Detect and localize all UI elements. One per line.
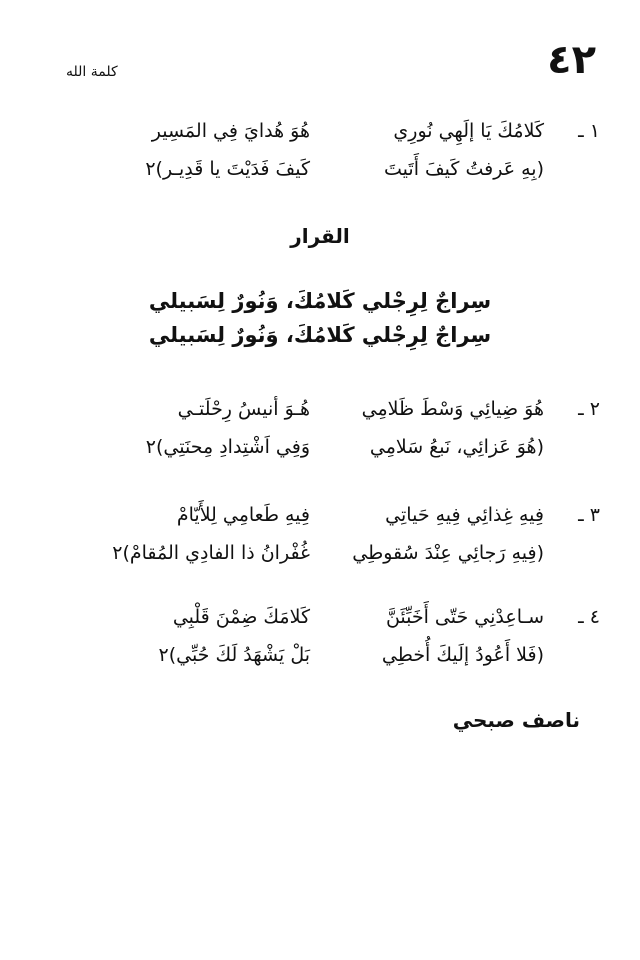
stanza-3 — [60, 496, 600, 572]
verse-first-half: (فِيهِ رَجائِي عِنْدَ سُقوطِي — [352, 542, 544, 564]
verse-first-half: فِيهِ غِذائِي فِيهِ حَياتِي — [385, 504, 544, 526]
stanza-4 — [60, 598, 600, 674]
verse-line — [60, 390, 600, 428]
verse-line — [60, 428, 600, 466]
author-name: ناصف صبحي — [452, 708, 580, 732]
stanza-number: ٣ ـ — [578, 504, 600, 526]
refrain-line: سِراجٌ لِرِجْلي كَلامُكَ، وَنُورٌ لِسَبيلي — [148, 323, 492, 347]
stanza-1 — [60, 112, 600, 188]
page-number: ٤٢ — [547, 37, 596, 83]
book-title: كلمة الله — [66, 64, 118, 80]
verse-first-half: كَلامُكَ يَا إلَهِي نُورِي — [393, 120, 544, 142]
verse-second-half: كَيفَ فَدَيْتَ يا قَدِيـر)٢ — [145, 158, 310, 180]
verse-second-half: وَفِي اَشْتِدادِ مِحنَتِي)٢ — [145, 436, 310, 458]
verse-second-half: هُوَ هُدايَ فِي المَسِير — [151, 120, 310, 142]
verse-second-half: كَلامَكَ ضِمْنَ قَلْبِي — [172, 606, 310, 628]
refrain-line: سِراجٌ لِرِجْلي كَلامُكَ، وَنُورٌ لِسَبيلي — [148, 289, 492, 313]
verse-line — [60, 496, 600, 534]
verse-second-half: بَلْ يَشْهَدُ لَكَ حُبِّي)٢ — [158, 644, 310, 666]
stanza-number: ٤ ـ — [578, 606, 600, 628]
verse-first-half: سـاعِدْنِي حَتّى أَخَبِّئَنَّ — [385, 606, 544, 628]
verse-line — [60, 150, 600, 188]
stanza-2 — [60, 390, 600, 466]
stanza-number: ١ ـ — [578, 120, 600, 142]
verse-line — [60, 598, 600, 636]
verse-line — [60, 636, 600, 674]
verse-first-half: (فَلا أَعُودُ إلَيكَ أُخطِي — [381, 644, 544, 666]
verse-first-half: (هُوَ عَزائِي، نَبعُ سَلامِي — [369, 436, 544, 458]
stanza-number: ٢ ـ — [578, 398, 600, 420]
verse-second-half: فِيهِ طَعامِي لِلأَيّامْ — [176, 504, 310, 526]
verse-second-half: غُفْرانُ ذا الفادِي المُقامْ)٢ — [112, 542, 310, 564]
refrain-title: القرار — [290, 224, 350, 248]
verse-first-half: (بِهِ عَرفتُ كَيفَ أَتَيتَ — [384, 158, 544, 180]
verse-line — [60, 112, 600, 150]
refrain — [0, 284, 640, 352]
verse-line — [60, 534, 600, 572]
verse-second-half: هُـوَ أنيسُ رِحْلَتـي — [177, 398, 310, 420]
verse-first-half: هُوَ ضِيائِي وَسْطَ ظَلامِي — [361, 398, 544, 420]
